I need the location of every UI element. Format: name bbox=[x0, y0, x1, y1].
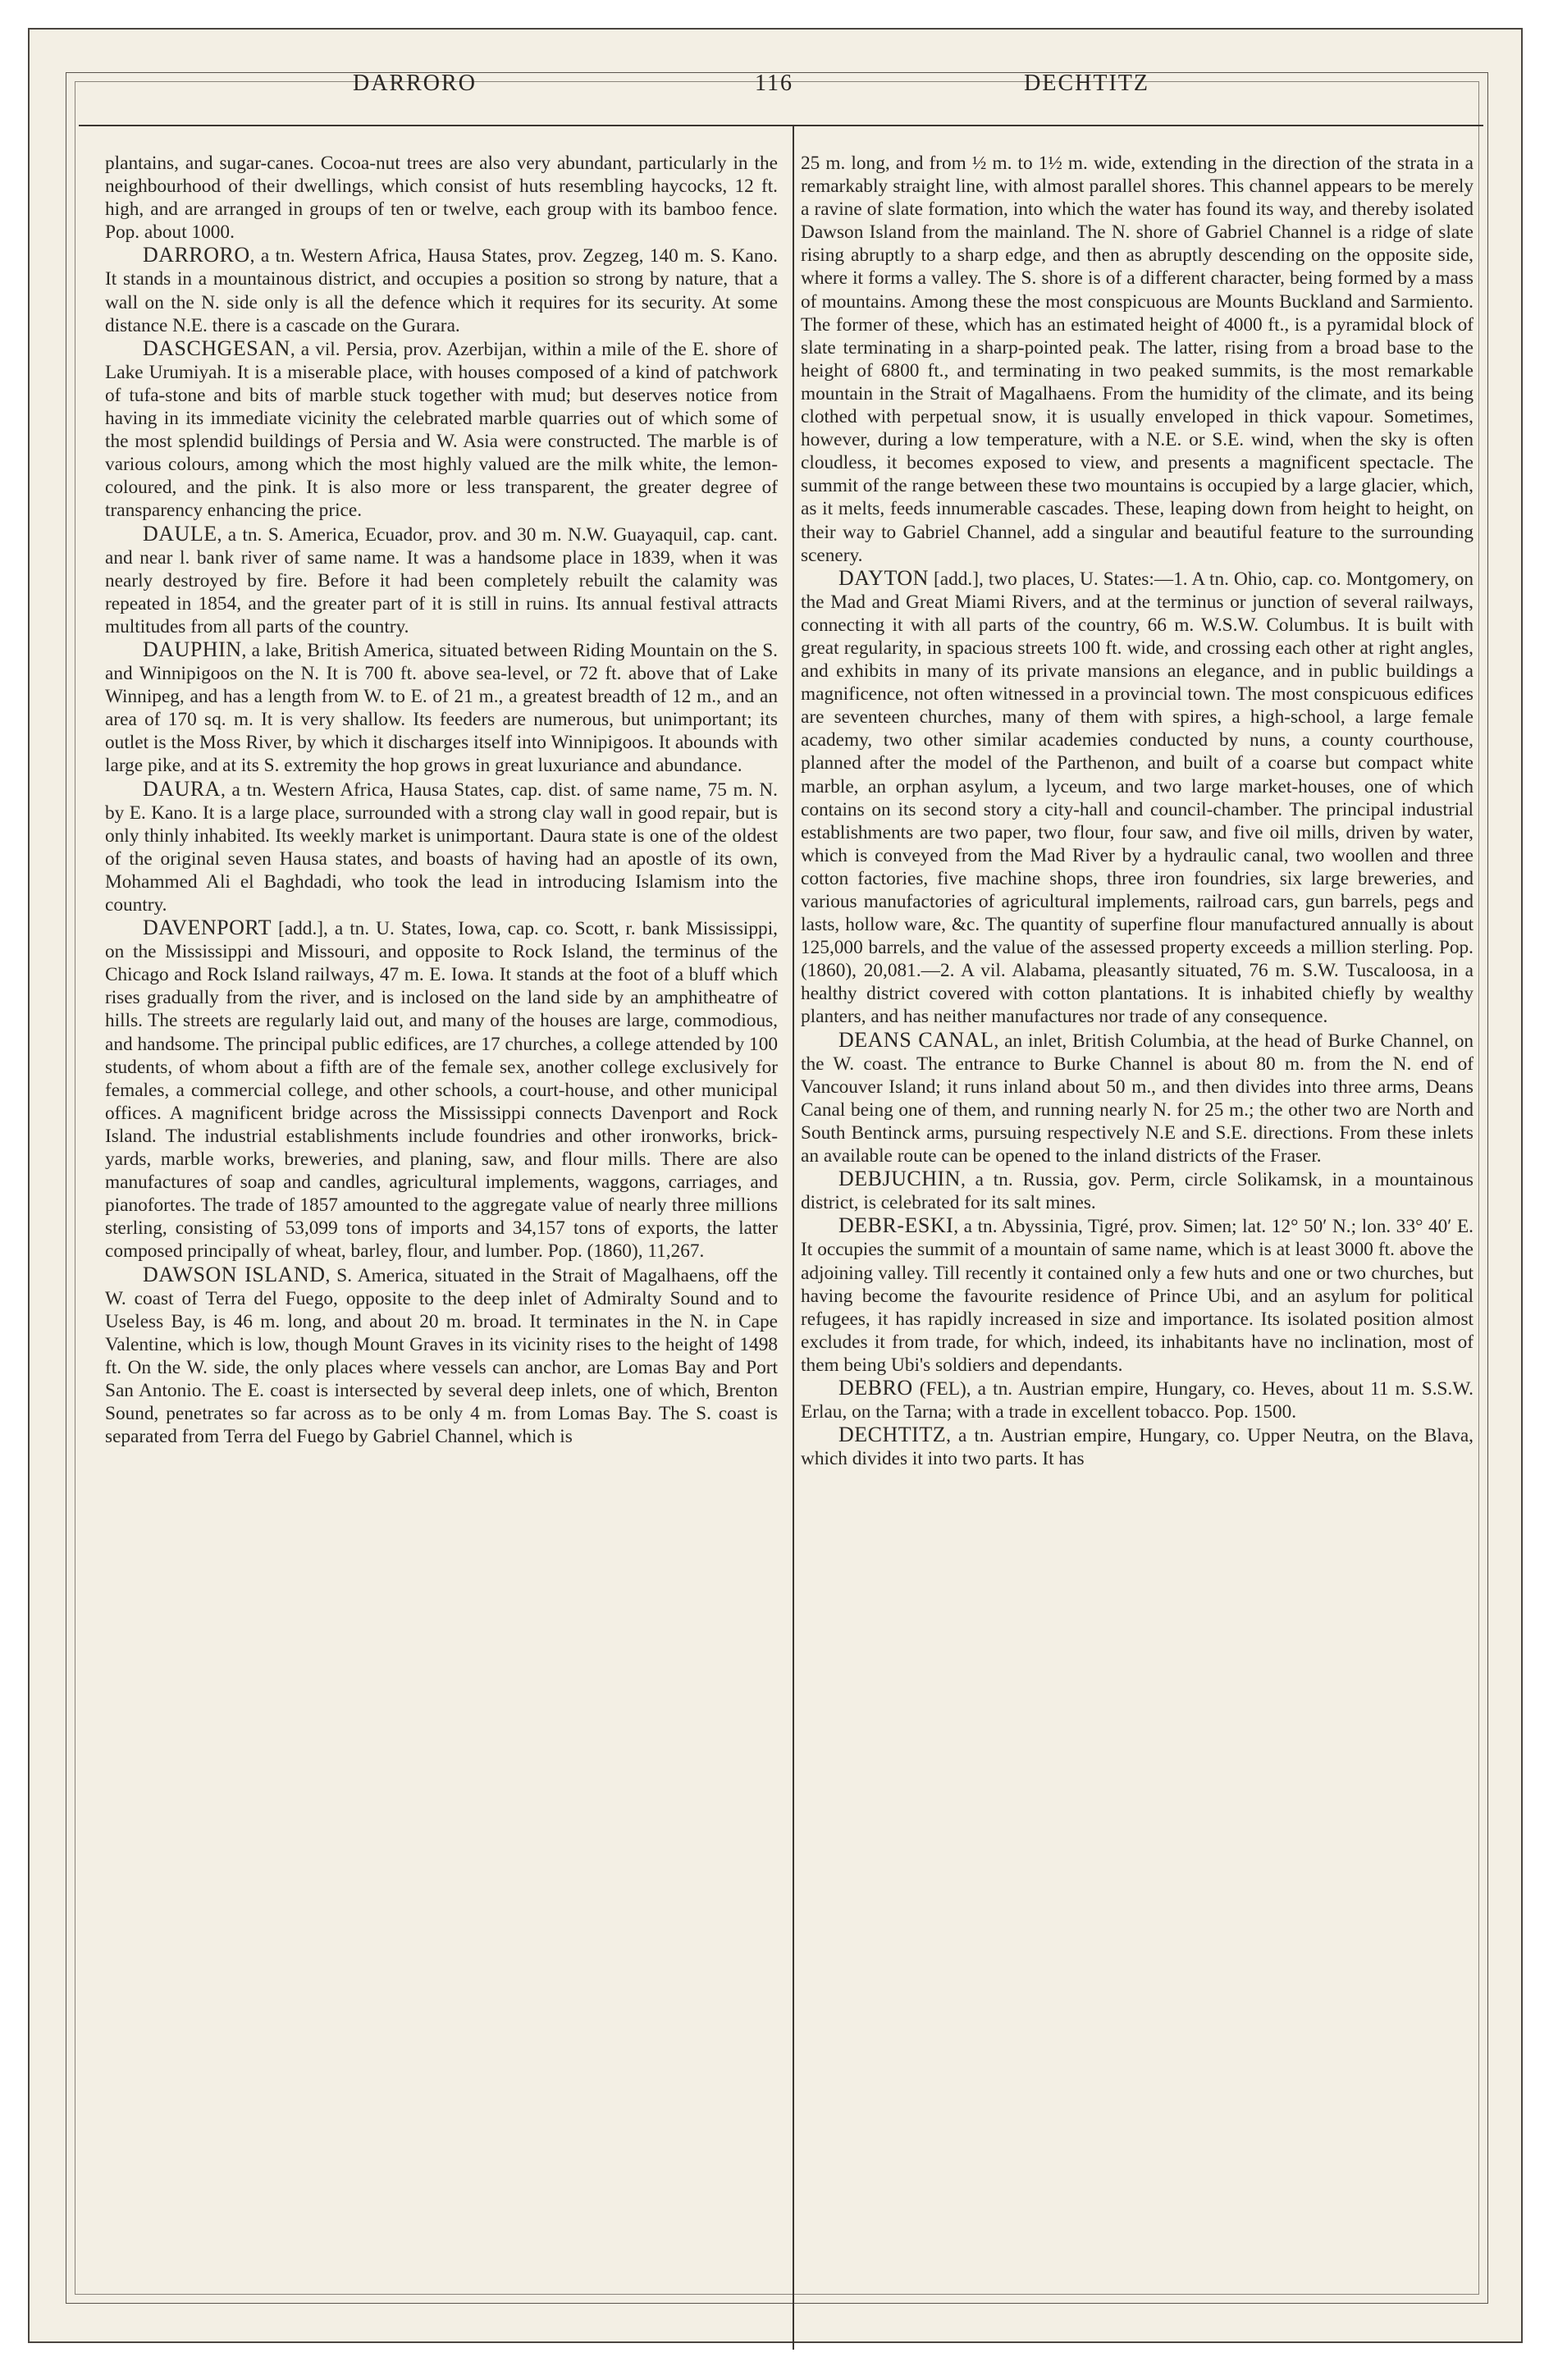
entry-headword: DEANS CANAL bbox=[838, 1027, 994, 1052]
gazetteer-entry bbox=[105, 1263, 778, 1449]
gazetteer-entry bbox=[801, 1029, 1473, 1168]
entry-text: , a vil. Persia, prov. Azerbijan, within a mile of the E. shore of Lake Urumiyah. It is a miserable place, with houses composed of a kind of patchwork of tufa-stone and bits of marble stuck together with mud; but deserves notice from having in its immediate vicinity the celebrated marble quarries out of which some of the most splendid buildings of Persia and W. Asia were constructed. The marble is of various colours, among which the most highly valued are the milk white, the lemon-coloured, and the pink. It is also more or less transparent, the greater degree of transparency enhancing the price. bbox=[105, 338, 778, 522]
entry-headword: DAVENPORT bbox=[143, 916, 272, 940]
entry-headword: DEBJUCHIN bbox=[838, 1167, 961, 1191]
entry-text: , a tn. Austrian empire, Hungary, co. Upper Neutra, on the Blava, which divides it into two parts. It has bbox=[801, 1425, 1473, 1470]
entry-headword: DAWSON ISLAND bbox=[143, 1262, 326, 1286]
header-rule bbox=[79, 125, 1483, 126]
entry-headword: DEBR-ESKI bbox=[838, 1213, 954, 1238]
gazetteer-entry bbox=[105, 638, 778, 778]
entry-text: [add.], two places, U. States:—1. A tn. Ohio, cap. co. Montgomery, on the Mad and Great Miami Rivers, and at the terminus or junction of several railways, connecting it with all parts of the country, 66 m. W.S.W. Columbus. It is built with great regularity, in spacious streets 100 ft. wide, and crossing each other at right angles, and exhibits in many of its private mansions an elegance, and in public buildings a magnificence, not often witnessed in a provincial town. The most conspicuous edifices are seventeen churches, many of them with spires, a high-school, a large female academy, two other similar academies conducted by nuns, a county courthouse, planned after the model of the Parthenon, and built of a coarse but compact white marble, an orphan asylum, a lyceum, and two large market-houses, one of which contains on its second story a city-hall and council-chamber. The principal industrial establishments are two paper, two flour, four saw, and five oil mills, driven by water, which is conveyed from the Mad River by a hydraulic canal, two woollen and three cotton factories, five machine shops, three iron foundries, six large breweries, and various manufactories of agricultural implements, railroad cars, gun barrels, pegs and lasts, hollow ware, &c. The quantity of superfine flour manufactured annually is about 125,000 barrels, and the value of the assessed property exceeds a million sterling. Pop. (1860), 20,081.—2. A vil. Alabama, pleasantly situated, 76 m. S.W. Tuscaloosa, in a healthy district covered with cotton plantations. It is inhabited chiefly by wealthy planters, and has neither manufactures nor trade of any consequence. bbox=[801, 568, 1473, 1028]
gazetteer-entry bbox=[801, 567, 1473, 1029]
header-right-word: DECHTITZ bbox=[1024, 71, 1149, 96]
entry-headword: DAUPHIN bbox=[143, 637, 242, 661]
gazetteer-entry bbox=[105, 523, 778, 638]
gazetteer-entry bbox=[105, 244, 778, 336]
left-column bbox=[105, 151, 778, 2350]
gazetteer-entry bbox=[801, 1167, 1473, 1214]
entry-headword: DEBRO bbox=[838, 1375, 913, 1400]
entry-text: , a tn. Abyssinia, Tigré, prov. Simen; lat. 12° 50′ N.; lon. 33° 40′ E. It occupies the summit of a mountain of same name, which is at least 3000 ft. above the adjoining valley. Till recently it contained only a few huts and one or two churches, but having become the favourite residence of Prince Ubi, and an asylum for political refugees, it has rapidly increased in size and importance. Its isolated position almost excludes it from trade, for which, indeed, its inhabitants have no inclination, most of them being Ubi's soldiers and dependants. bbox=[801, 1216, 1473, 1376]
entry-text: , an inlet, British Columbia, at the head of Burke Channel, on the W. coast. The entrance to Burke Channel is about 80 m. from the N. end of Vancouver Island; it runs inland about 50 m., and then divides into three arms, Deans Canal being one of them, and running nearly N. for 25 m.; the other two are North and South Bentinck arms, pursuing respectively N.E and S.E. directions. From these inlets an available route can be opened to the inland districts of the Fraser. bbox=[801, 1030, 1473, 1167]
entry-text: , S. America, situated in the Strait of Magalhaens, off the W. coast of Terra del Fuego, opposite to the deep inlet of Admiralty Sound and to Useless Bay, is 46 m. long, and about 20 m. broad. It terminates in the N. in Cape Valentine, which is low, though Mount Graves in its vicinity rises to the height of 1498 ft. On the W. side, the only places where vessels can anchor, are Lomas Bay and Port San Antonio. The E. coast is intersected by several deep inlets, one of which, Brenton Sound, penetrates so far across as to be only 4 m. from Lomas Bay. The S. coast is separated from Terra del Fuego by Gabriel Channel, which is bbox=[105, 1264, 778, 1448]
gazetteer-entry bbox=[801, 1214, 1473, 1377]
right-column bbox=[801, 151, 1473, 2350]
entry-headword: DASCHGESAN bbox=[143, 336, 290, 360]
entry-text: (FEL), a tn. Austrian empire, Hungary, co. Heves, about 11 m. S.S.W. Erlau, on the Tarna; with a trade in excellent tobacco. Pop. 1500. bbox=[801, 1377, 1473, 1423]
entry-headword: DAULE bbox=[143, 521, 217, 546]
gazetteer-entry bbox=[105, 337, 778, 523]
entry-headword: DAURA bbox=[143, 776, 221, 801]
entry-text: [add.], a tn. U. States, Iowa, cap. co. Scott, r. bank Mississippi, on the Mississippi and Missouri, and opposite to Rock Island, the terminus of the Chicago and Rock Island railways, 47 m. E. Iowa. It stands at the foot of a bluff which rises gradually from the river, and is inclosed on the land side by an amphitheatre of hills. The streets are regularly laid out, and many of the houses are large, commodious, and handsome. The principal public edifices, are 17 churches, a college attended by 100 students, of whom about a fifth are of the female sex, another college exclusively for females, a commercial college, and other schools, a court-house, and other municipal offices. A magnificent bridge across the Mississippi connects Davenport and Rock Island. The industrial establishments include foundries and other ironworks, brick-yards, marble works, breweries, and planing, saw, and flour mills. There are also manufactures of soap and candles, agricultural implements, waggons, carriages, and pianofortes. The trade of 1857 amounted to the aggregate value of nearly three millions sterling, consisting of 53,099 tons of imports and 34,157 tons of exports, the latter composed principally of wheat, barley, flour, and lumber. Pop. (1860), 11,267. bbox=[105, 918, 778, 1263]
entry-text: , a tn. Russia, gov. Perm, circle Solikamsk, in a mountainous district, is celebrated for its salt mines. bbox=[801, 1169, 1473, 1214]
gazetteer-entry bbox=[801, 1423, 1473, 1470]
gazetteer-entry bbox=[105, 778, 778, 917]
entry-text: , a tn. S. America, Ecuador, prov. and 30 m. N.W. Guayaquil, cap. cant. and near l. bank river of same name. It was a handsome place in 1839, when it was nearly destroyed by fire. Before it had been completely rebuilt the calamity was repeated in 1854, and the greater part of it is still in ruins. Its annual festival attracts multitudes from all parts of the country. bbox=[105, 523, 778, 637]
gazetteer-entry bbox=[801, 151, 1473, 567]
entry-headword: DAYTON bbox=[838, 565, 929, 590]
header-left-word: DARRORO bbox=[353, 71, 477, 96]
entry-text: , a tn. Western Africa, Hausa States, cap. dist. of same name, 75 m. N. by E. Kano. It is a large place, surrounded with a strong clay wall in good repair, but is only thinly inhabited. Its weekly market is unimportant. Daura state is one of the oldest of the original seven Hausa states, and boasts of having had an apostle of its own, Mohammed Ali el Baghdadi, who took the lead in introducing Islamism into the country. bbox=[105, 779, 778, 916]
column-divider bbox=[793, 126, 794, 2350]
entry-text: , a tn. Western Africa, Hausa States, prov. Zegzeg, 140 m. S. Kano. It stands in a mountainous district, and occupies a position so strong by nature, that a wall on the N. side only is all the defence which it requires for its security. At some distance N.E. there is a cascade on the Gurara. bbox=[105, 245, 778, 336]
entry-text: , a lake, British America, situated between Riding Mountain on the S. and Winnipigoos on the N. It is 700 ft. above sea-level, or 72 ft. above that of Lake Winnipeg, and has a length from W. to E. of 21 m., a greatest breadth of 12 m., and an area of 170 sq. m. It is very shallow. Its feeders are numerous, but unimportant; its outlet is the Moss River, by which it discharges itself into Winnipigoos. It abounds with large pike, and at its S. extremity the hop grows in great luxuriance and abundance. bbox=[105, 639, 778, 777]
entry-headword: DECHTITZ bbox=[838, 1423, 947, 1447]
gazetteer-entry bbox=[105, 151, 778, 244]
entry-text: plantains, and sugar-canes. Cocoa-nut trees are also very abundant, particularly in the neighbourhood of their dwellings, which consist of huts resembling haycocks, 12 ft. high, and are arranged in groups of ten or twelve, each group with its bamboo fence. Pop. about 1000. bbox=[105, 153, 778, 244]
entry-headword: DARRORO bbox=[143, 243, 250, 267]
gazetteer-entry bbox=[801, 1377, 1473, 1423]
running-header bbox=[82, 71, 1424, 120]
page-number: 116 bbox=[755, 71, 793, 96]
entry-text: 25 m. long, and from ½ m. to 1½ m. wide, extending in the direction of the strata in a remarkably straight line, with almost parallel shores. This channel appears to be merely a ravine of slate formation, into which the water has found its way, and thereby isolated Dawson Island from the mainland. The N. shore of Gabriel Channel is a ridge of slate rising abruptly to a sharp edge, and then as abruptly descending on the opposite side, where it forms a valley. The S. shore is of a different character, being formed by a mass of mountains. Among these the most conspicuous are Mounts Buckland and Sarmiento. The former of these, which has an estimated height of 4000 ft., is a pyramidal block of slate terminating in a sharp-pointed peak. The latter, rising from a broad base to the height of 6800 ft., and terminating in two peaked summits, is the most remarkable mountain in the Strait of Magalhaens. From the humidity of the climate, and its being clothed with perpetual snow, it is usually enveloped in thick vapour. Sometimes, however, during a low temperature, with a N.E. or S.E. wind, when the sky is often cloudless, it becomes exposed to view, and presents a magnificent spectacle. The summit of the range between these two mountains is occupied by a large glacier, which, as it melts, feeds innumerable cascades. These, leaping down from height to height, on their way to Gabriel Channel, add a singular and beautiful feature to the surrounding scenery. bbox=[801, 153, 1473, 566]
gazetteer-entry bbox=[105, 916, 778, 1263]
